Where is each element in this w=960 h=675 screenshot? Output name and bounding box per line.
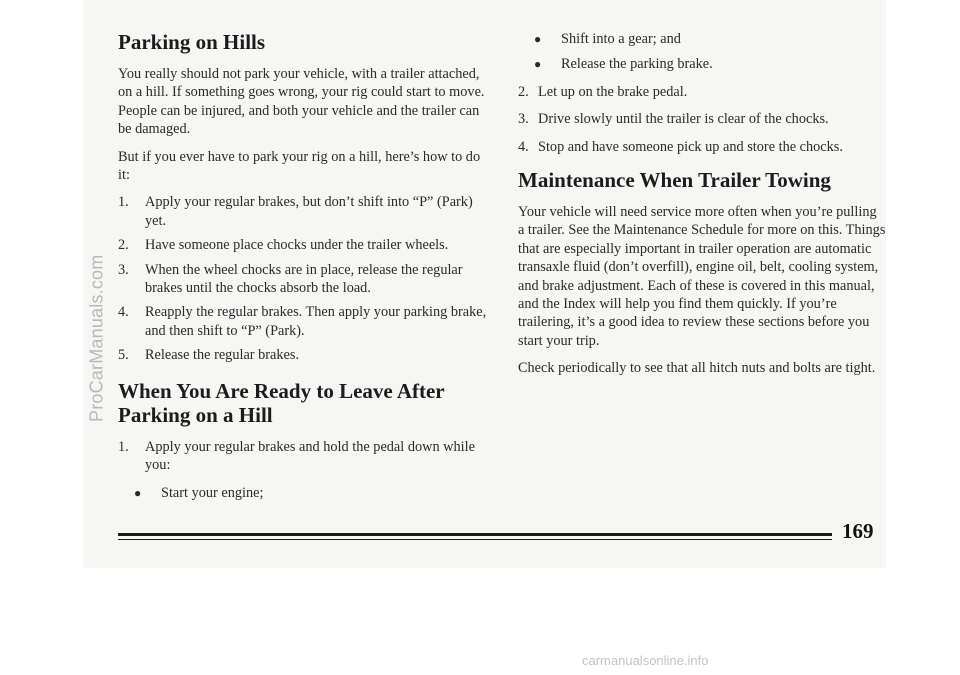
- bullet-text: Start your engine;: [161, 484, 264, 501]
- heading-parking-on-hills: Parking on Hills: [118, 30, 266, 54]
- bullet-text: Shift into a gear; and: [561, 31, 681, 47]
- step-text: Drive slowly until the trailer is clear of the chocks.: [538, 111, 829, 128]
- bullet-dot-icon: ●: [534, 57, 542, 72]
- footer-rule-thick: [118, 533, 832, 536]
- step-text: When the wheel chocks are in place, release the regular brakes until the chocks absorb the load.: [145, 261, 463, 297]
- bullet-item: [118, 484, 488, 502]
- step-text: Stop and have someone pick up and store the chocks.: [538, 138, 843, 155]
- bullet-text: Release the parking brake.: [561, 56, 713, 73]
- step-item: [118, 438, 488, 475]
- step-item: [118, 193, 488, 230]
- paragraph-how-to: But if you ever have to park your rig on a hill, here’s how to do it:: [118, 148, 481, 184]
- step-item: [518, 83, 886, 101]
- paragraph-check-hitch: Check periodically to see that all hitch nuts and bolts are tight.: [518, 360, 876, 377]
- bullet-item: [518, 30, 886, 48]
- step-number: 4.: [518, 138, 529, 155]
- footer-rule-thin: [118, 539, 832, 540]
- bullet-dot-icon: ●: [134, 485, 142, 500]
- step-item: [518, 110, 886, 128]
- bullet-item: [518, 55, 886, 73]
- step-number: 3.: [518, 111, 529, 128]
- step-number: 1.: [118, 438, 129, 455]
- step-number: 4.: [118, 304, 129, 321]
- heading-ready-to-leave: When You Are Ready to Leave After Parking on a Hill: [118, 378, 445, 427]
- paragraph-intro: You really should not park your vehicle, with a trailer attached, on a hill. If something goes wrong, your rig could start to move. People can be injured, and both your vehicle and the trailer can be damaged.: [118, 66, 485, 138]
- step-item: [118, 236, 488, 254]
- step-text: Let up on the brake pedal.: [538, 83, 688, 100]
- step-number: 1.: [118, 194, 129, 211]
- paragraph-maintenance: Your vehicle will need service more often when you’re pulling a trailer. See the Maintenance Schedule for more on this. Things that are especially important in trailer operation are automatic transaxle fluid (don’t overfill), engine oil, belt, cooling system, and brake adjustment. Each of these is covered in this manual, and the Index will help you find them quickly. If you’re trailering, it’s a good idea to review these sections before you start your trip.: [518, 204, 886, 349]
- step-number: 2.: [518, 83, 529, 100]
- bullet-dot-icon: ●: [534, 32, 542, 46]
- step-number: 3.: [118, 261, 129, 278]
- step-item: [518, 138, 886, 156]
- step-number: 5.: [118, 347, 129, 364]
- step-text: Reapply the regular brakes. Then apply your parking brake, and then shift to “P” (Park).: [145, 304, 487, 339]
- page-number: 169: [842, 519, 874, 543]
- left-column: [118, 30, 488, 509]
- heading-maintenance-trailer-towing: Maintenance When Trailer Towing: [518, 168, 831, 193]
- step-text: Have someone place chocks under the trailer wheels.: [145, 237, 449, 254]
- step-number: 2.: [118, 237, 129, 254]
- right-column: [518, 30, 886, 387]
- step-item: [118, 261, 488, 298]
- step-text: Apply your regular brakes, but don’t shift into “P” (Park) yet.: [145, 194, 473, 229]
- step-text: Apply your regular brakes and hold the pedal down while you:: [145, 438, 475, 474]
- step-item: [118, 303, 488, 340]
- site-footer-text: carmanualsonline.info: [582, 653, 709, 668]
- step-item: [118, 346, 488, 364]
- step-text: Release the regular brakes.: [145, 347, 300, 364]
- watermark-text: ProCarManuals.com: [86, 254, 107, 422]
